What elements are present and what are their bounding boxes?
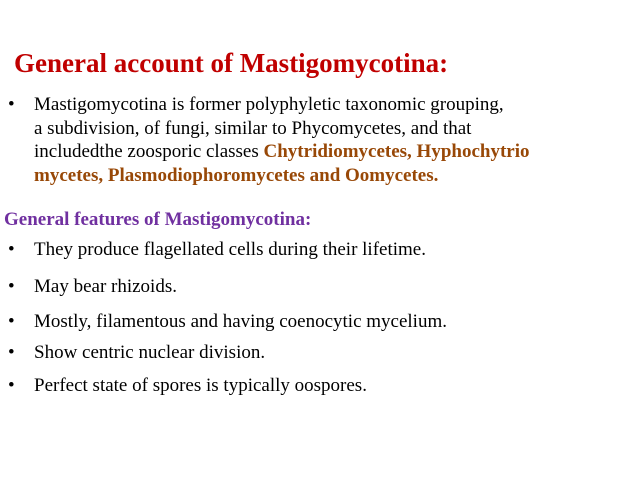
intro-bullet-text — [34, 93, 530, 187]
feature-text: May bear rhizoids. — [34, 276, 177, 297]
highlight-separator: , — [407, 141, 417, 162]
intro-line-4-highlight: mycetes, Plasmodiophoromycetes and Oomycetes. — [34, 164, 439, 186]
bullet-dot: • — [8, 311, 15, 332]
highlight-hyphochytrio: Hyphochytrio — [416, 141, 530, 162]
intro-line-1: Mastigomycotina is former polyphyletic taxonomic grouping, — [34, 94, 504, 115]
feature-bullet-5 — [8, 374, 367, 398]
feature-bullet-3 — [8, 310, 447, 334]
feature-text: Perfect state of spores is typically oospores. — [34, 375, 367, 396]
feature-bullet-1 — [8, 238, 426, 262]
bullet-dot: • — [8, 239, 15, 260]
features-subheading: General features of Mastigomycotina: — [4, 209, 312, 230]
feature-bullet-4 — [8, 341, 265, 365]
slide-title: General account of Mastigomycotina: — [14, 48, 449, 78]
intro-bullet — [8, 93, 530, 187]
intro-line-3-plain: includedthe zoosporic classes — [34, 141, 264, 162]
highlight-chytridiomycetes: Chytridiomycetes — [263, 141, 408, 162]
feature-bullet-2 — [8, 275, 177, 299]
bullet-dot: • — [8, 375, 15, 396]
bullet-dot: • — [8, 94, 15, 115]
feature-text: Mostly, filamentous and having coenocytic mycelium. — [34, 311, 447, 332]
feature-text: They produce flagellated cells during their lifetime. — [34, 239, 426, 260]
bullet-dot: • — [8, 342, 15, 363]
intro-line-2: a subdivision, of fungi, similar to Phycomycetes, and that — [34, 117, 472, 139]
feature-text: Show centric nuclear division. — [34, 342, 266, 363]
bullet-dot: • — [8, 276, 15, 297]
